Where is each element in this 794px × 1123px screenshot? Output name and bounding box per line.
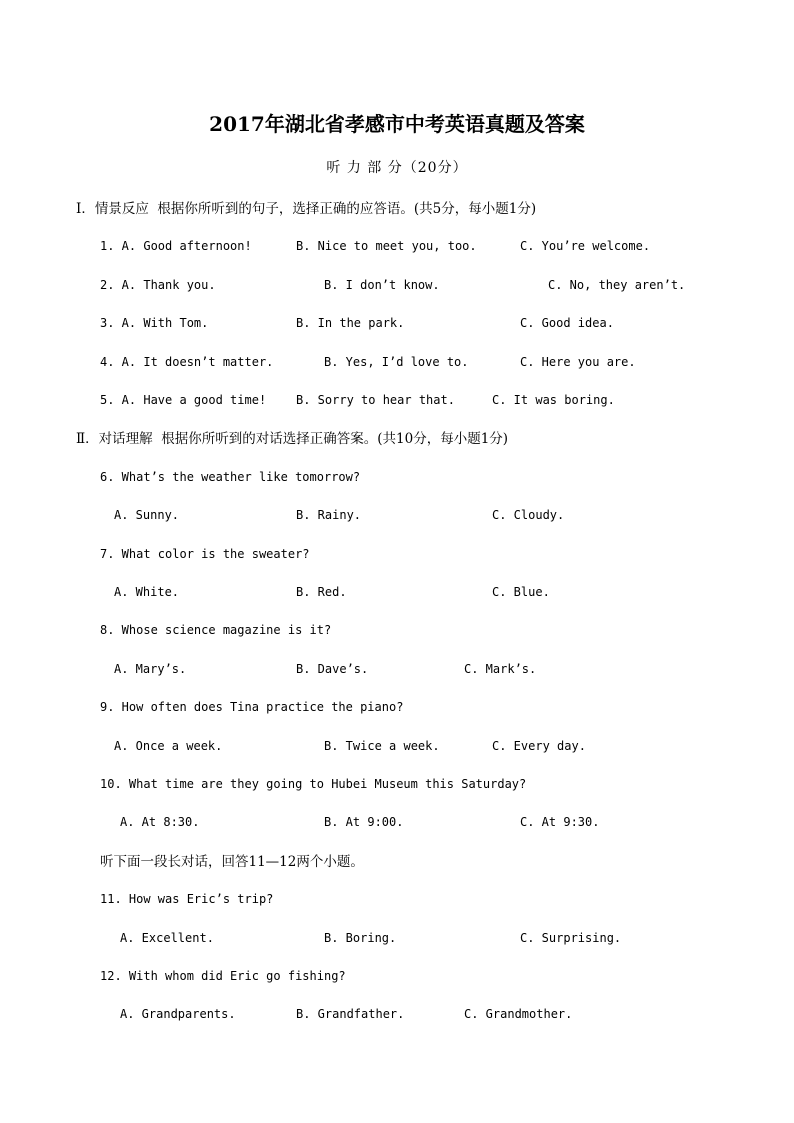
q12-option-a: A. Grandparents. [120, 1007, 236, 1021]
q4-option-b: B. Yes, I’d love to. [324, 355, 469, 369]
q8-question: 8. Whose science magazine is it? [100, 623, 332, 637]
q6-option-b: B. Rainy. [296, 508, 362, 522]
q9-question: 9. How often does Tina practice the piano? [100, 700, 404, 714]
q8-option-b: B. Dave’s. [296, 662, 369, 676]
q9-option-b: B. Twice a week. [324, 739, 440, 753]
q7-question: 7. What color is the sweater? [100, 547, 310, 561]
q9-option-a: A. Once a week. [114, 739, 223, 753]
q5-option-b: B. Sorry to hear that. [296, 393, 455, 407]
document-title: 2017年湖北省孝感市中考英语真题及答案 [209, 112, 585, 136]
section-heading-1: Ⅰ．情景反应 根据你所听到的句子，选择正确的应答语。(共5分，每小题1分) [76, 201, 537, 217]
q2-option-b: B. I don’t know. [324, 278, 440, 292]
q11-option-b: B. Boring. [324, 931, 397, 945]
q3-option-b: B. In the park. [296, 316, 405, 330]
q10-option-b: B. At 9:00. [324, 815, 404, 829]
q6-option-a: A. Sunny. [114, 508, 180, 522]
q10-option-c: C. At 9:30. [520, 815, 600, 829]
section-subtitle: 听 力 部 分（20分） [326, 160, 468, 176]
q8-option-c: C. Mark’s. [464, 662, 537, 676]
q12-option-b: B. Grandfather. [296, 1007, 405, 1021]
q7-option-b: B. Red. [296, 585, 347, 599]
q11-option-c: C. Surprising. [520, 931, 622, 945]
q12-option-c: C. Grandmother. [464, 1007, 573, 1021]
q4-option-a: 4. A. It doesn’t matter. [100, 355, 274, 369]
q1-option-c: C. You’re welcome. [520, 239, 651, 253]
q5-option-c: C. It was boring. [492, 393, 615, 407]
q6-question: 6. What’s the weather like tomorrow? [100, 470, 361, 484]
q10-question: 10. What time are they going to Hubei Museum this Saturday? [100, 777, 527, 791]
section-heading-2: Ⅱ．对话理解 根据你所听到的对话选择正确答案。(共10分，每小题1分) [76, 431, 509, 447]
q1-option-b: B. Nice to meet you, too. [296, 239, 477, 253]
q2-option-c: C. No, they aren’t. [548, 278, 686, 292]
q4-option-c: C. Here you are. [520, 355, 636, 369]
q10-option-a: A. At 8:30. [120, 815, 200, 829]
q7-option-a: A. White. [114, 585, 180, 599]
q12-question: 12. With whom did Eric go fishing? [100, 969, 346, 983]
q5-option-a: 5. A. Have a good time! [100, 393, 267, 407]
q11-option-a: A. Excellent. [120, 931, 214, 945]
long-dialogue-instruction: 听下面一段长对话，回答11—12两个小题。 [100, 854, 364, 870]
q2-option-a: 2. A. Thank you. [100, 278, 216, 292]
q6-option-c: C. Cloudy. [492, 508, 565, 522]
q11-question: 11. How was Eric’s trip? [100, 892, 274, 906]
q3-option-a: 3. A. With Tom. [100, 316, 209, 330]
q7-option-c: C. Blue. [492, 585, 550, 599]
q8-option-a: A. Mary’s. [114, 662, 187, 676]
q3-option-c: C. Good idea. [520, 316, 614, 330]
q9-option-c: C. Every day. [492, 739, 586, 753]
q1-option-a: 1. A. Good afternoon! [100, 239, 252, 253]
